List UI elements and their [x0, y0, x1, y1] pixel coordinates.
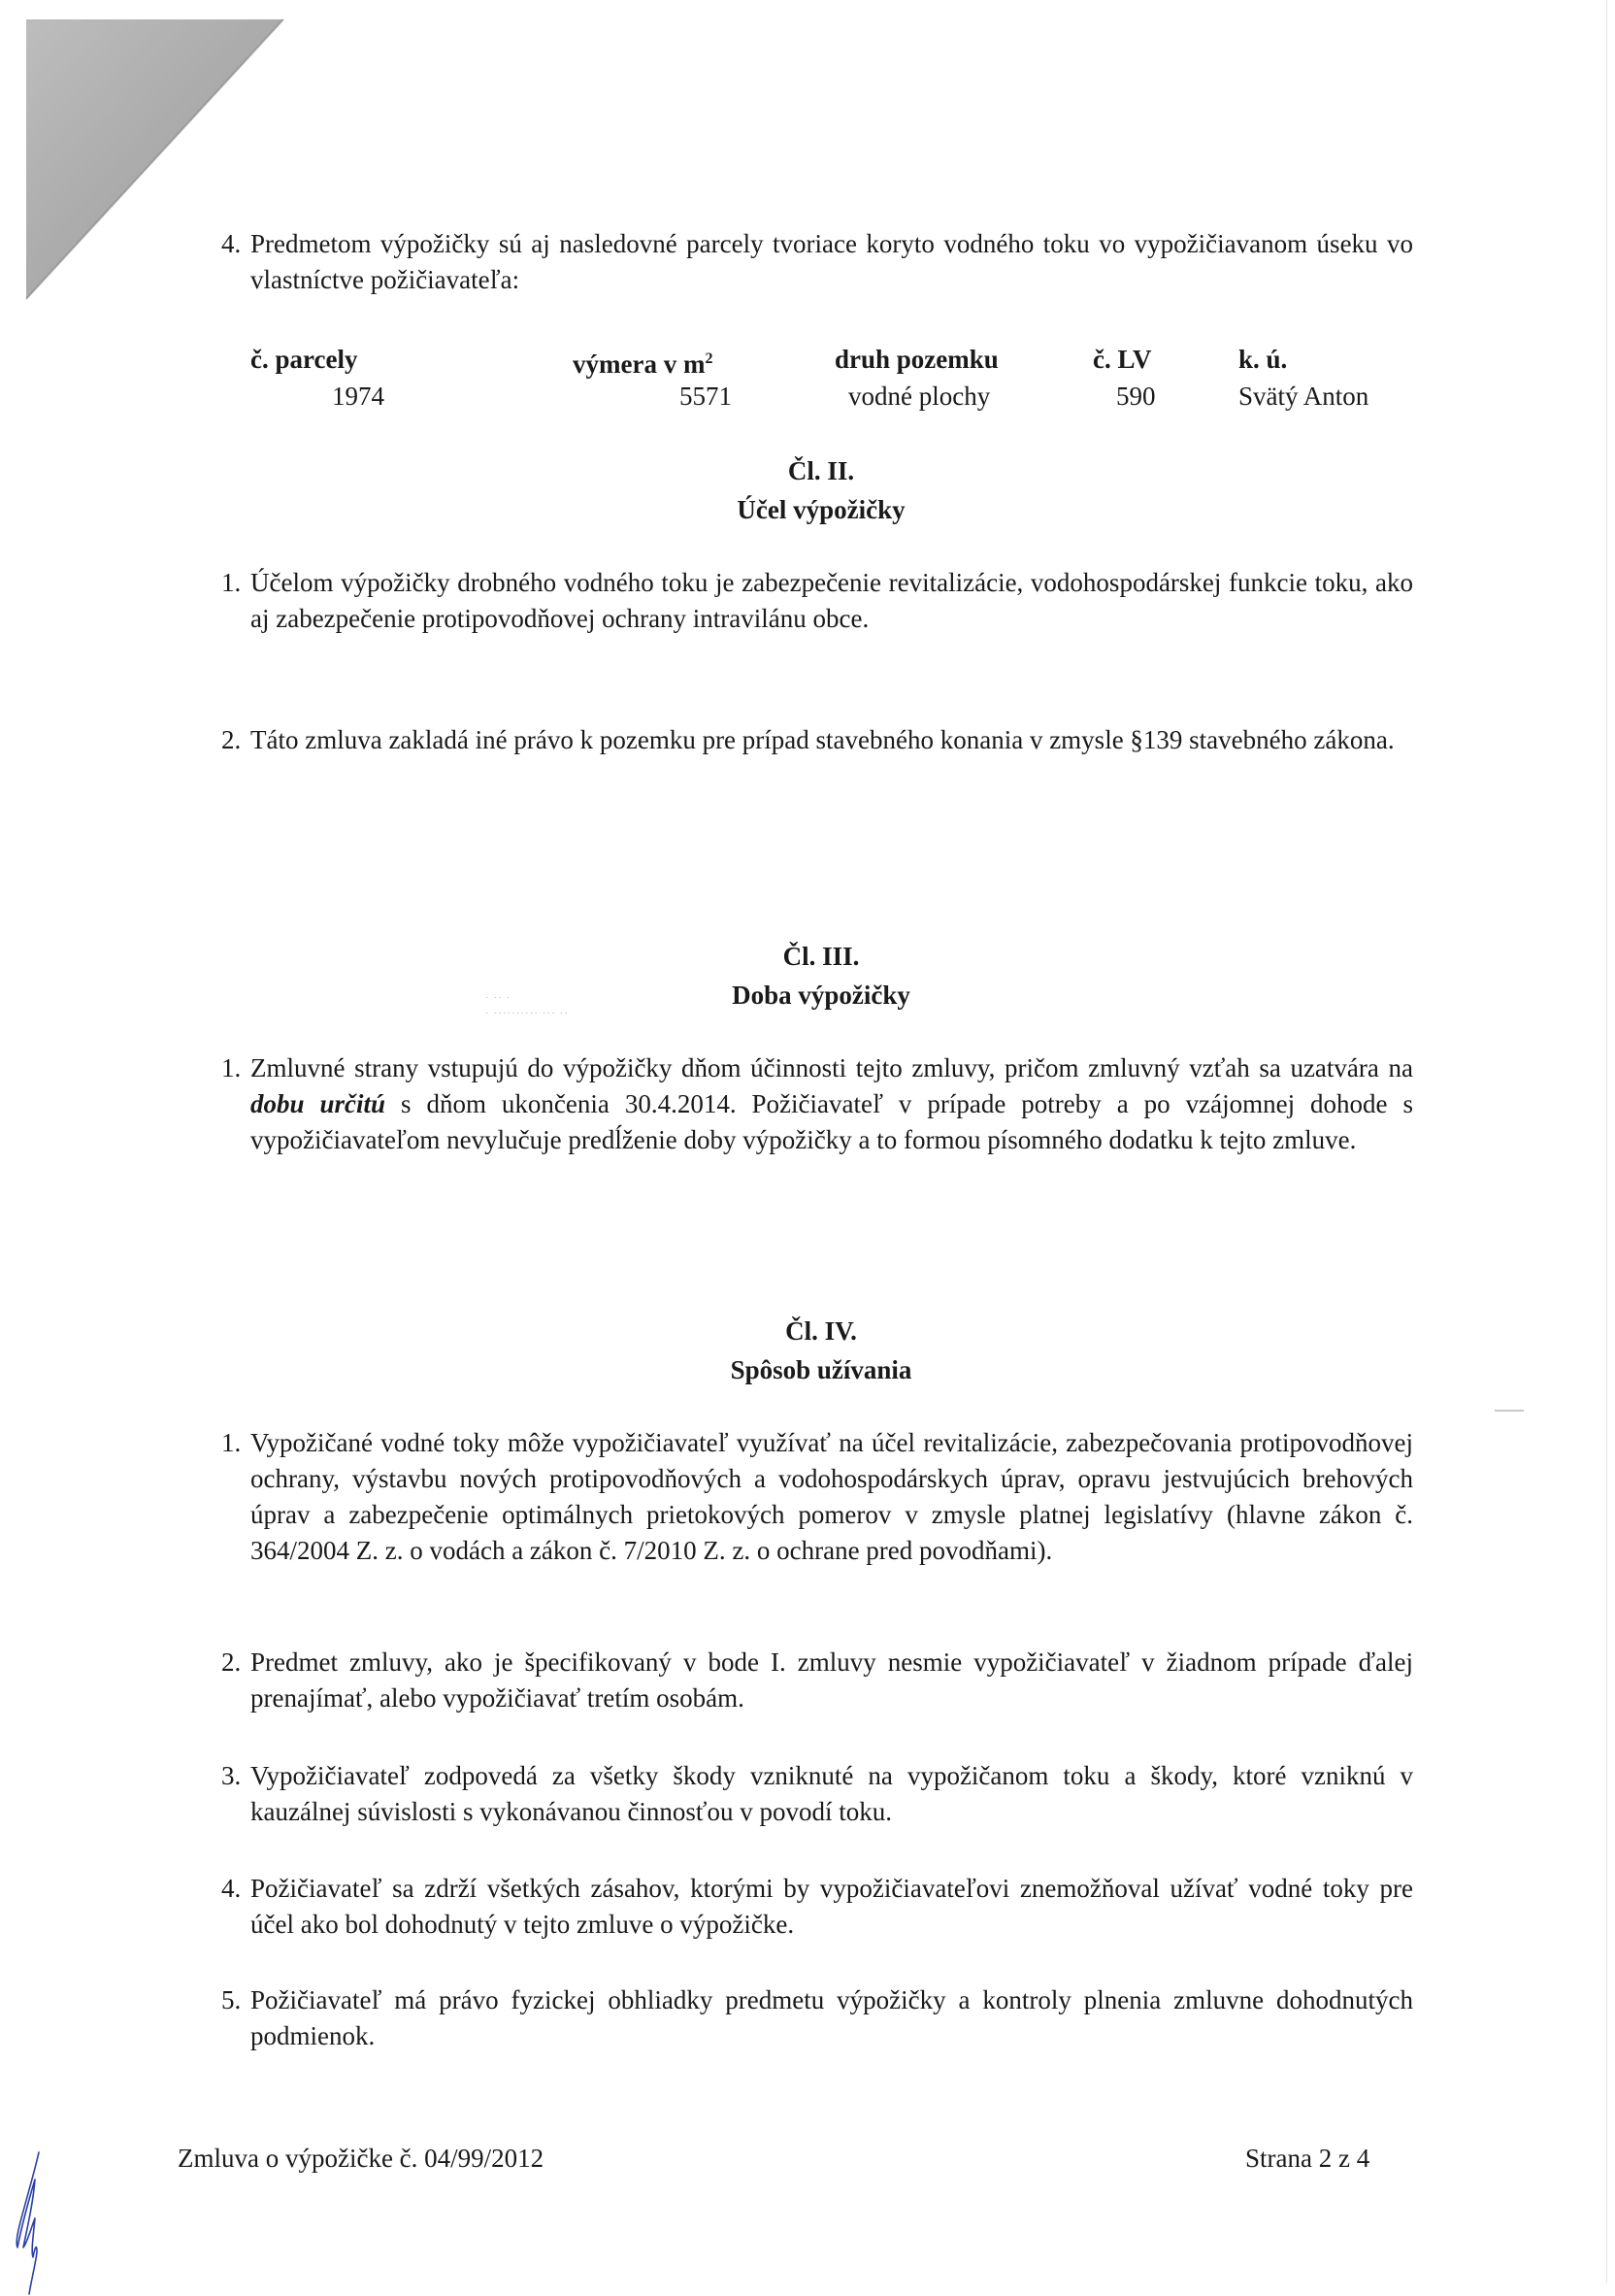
- article-iii-title: [0, 977, 1615, 1014]
- item-text: [250, 1050, 1413, 1158]
- emphasized-term: dobu určitú: [250, 1089, 386, 1118]
- article-iv-title-text: Spôsob užívania: [730, 1355, 912, 1384]
- section-iii-item-1: [221, 1050, 1413, 1158]
- article-ii-title-text: Účel výpožičky: [737, 495, 906, 524]
- article-iii-title-text: Doba výpožičky: [732, 981, 910, 1010]
- cell-cadastre: Svätý Anton: [1238, 382, 1369, 411]
- item-text: Vypožičané vodné toky môže vypožičiavateľ využívať na účel revitalizácie, zabezpečovania protipovodňovej ochrany, výstavbu nových protipovodňových a vodohospodárskych úprav, opravu jestvujúcich brehových úprav a zabezpečenie optimálnych prietokových pomerov v zmysle platnej legislatívy (hlavne zákon č. 364/2004 Z. z. o vodách a zákon č. 7/2010 Z. z. o ochrane pred povodňami).: [250, 1428, 1413, 1565]
- item-text: Požičiavateľ sa zdrží všetkých zásahov, ktorými by vypožičiavateľovi znemožňoval užívať vodné toky pre účel ako bol dohodnutý v tejto zmluve o výpožičke.: [250, 1874, 1413, 1939]
- section-i-item-4: [221, 226, 1413, 298]
- header-area-superscript: 2: [705, 350, 713, 367]
- article-iii-number: [0, 938, 1615, 975]
- section-iv-item-1: [221, 1425, 1413, 1569]
- article-ii-number-text: Čl. II.: [787, 456, 855, 485]
- item-number: 4.: [221, 229, 242, 258]
- cell-lv-no: 590: [1116, 382, 1156, 411]
- footer-document-reference: Zmluva o výpožičke č. 04/99/2012: [178, 2144, 544, 2173]
- item-text: Požičiavateľ má právo fyzickej obhliadky predmetu výpožičky a kontroly plnenia zmluvne dohodnutých podmienok.: [250, 1985, 1413, 2050]
- scan-artifact: · ·· ·: [485, 992, 511, 1004]
- item-number: 2.: [221, 1647, 242, 1677]
- header-area-label: výmera v m: [573, 349, 706, 379]
- section-iv-item-2: [221, 1645, 1413, 1716]
- section-iv-item-5: [221, 1982, 1413, 2054]
- header-parcel-no: č. parcely: [250, 345, 358, 374]
- item-text: Účelom výpožičky drobného vodného toku je zabezpečenie revitalizácie, vodohospodárskej funkcie toku, ako aj zabezpečenie protipovodňovej ochrany intravilánu obce.: [250, 568, 1413, 633]
- header-area: [573, 342, 712, 382]
- item-number: 2.: [221, 725, 242, 754]
- parcel-table-row: [0, 379, 1615, 417]
- item-text: Vypožičiavateľ zodpovedá za všetky škody vzniknuté na vypožičanom toku a škody, ktoré vzniknú v kauzálnej súvislosti s vykonávanou činnosťou v povodí toku.: [250, 1761, 1413, 1826]
- section-ii-item-1: [221, 565, 1413, 637]
- item-number: 1.: [221, 1053, 242, 1082]
- article-ii-number: [0, 452, 1615, 489]
- footer-page-number: Strana 2 z 4: [1245, 2144, 1370, 2173]
- item-number: 1.: [221, 1428, 242, 1457]
- article-iv-number-text: Čl. IV.: [785, 1316, 857, 1346]
- article-iii-number-text: Čl. III.: [782, 942, 860, 971]
- cell-parcel-no: 1974: [332, 382, 384, 411]
- item-text: Predmetom výpožičky sú aj nasledovné parcely tvoriace koryto vodného toku vo vypožičiavanom úseku vo vlastníctve požičiavateľa:: [250, 229, 1413, 294]
- parcel-table-header: [0, 342, 1615, 381]
- cell-land-type: vodné plochy: [848, 382, 991, 411]
- section-ii-item-2: [221, 722, 1413, 758]
- item-text-part: Zmluvné strany vstupujú do výpožičky dňom účinnosti tejto zmluvy, pričom zmluvný vzťah sa uzatvára na: [250, 1053, 1413, 1082]
- header-cadastre: k. ú.: [1238, 345, 1288, 374]
- scan-artifact: · ·········· ··· ··: [485, 1008, 569, 1019]
- item-text-part: s dňom ukončenia 30.4.2014. Požičiavateľ v prípade potreby a po vzájomnej dohode s vypožičiavateľom nevylučuje predĺženie doby výpožičky a to formou písomného dodatku k tejto zmluve.: [250, 1089, 1413, 1154]
- scan-artifact: [1495, 1410, 1524, 1412]
- item-text: Predmet zmluvy, ako je špecifikovaný v bode I. zmluvy nesmie vypožičiavateľ v žiadnom prípade ďalej prenajímať, alebo vypožičiavať tretím osobám.: [250, 1647, 1413, 1713]
- handwritten-initials-icon: [12, 2150, 50, 2296]
- article-iv-title: [0, 1351, 1615, 1388]
- article-ii-title: [0, 491, 1615, 528]
- header-lv-no: č. LV: [1093, 345, 1152, 374]
- item-number: 3.: [221, 1761, 242, 1790]
- section-iv-item-4: [221, 1871, 1413, 1943]
- cell-area: 5571: [679, 382, 732, 411]
- item-number: 4.: [221, 1874, 242, 1903]
- article-iv-number: [0, 1313, 1615, 1349]
- section-iv-item-3: [221, 1758, 1413, 1830]
- header-land-type: druh pozemku: [835, 345, 999, 374]
- item-number: 1.: [221, 568, 242, 597]
- item-text: Táto zmluva zakladá iné právo k pozemku pre prípad stavebného konania v zmysle §139 stavebného zákona.: [250, 725, 1395, 754]
- item-number: 5.: [221, 1985, 242, 2014]
